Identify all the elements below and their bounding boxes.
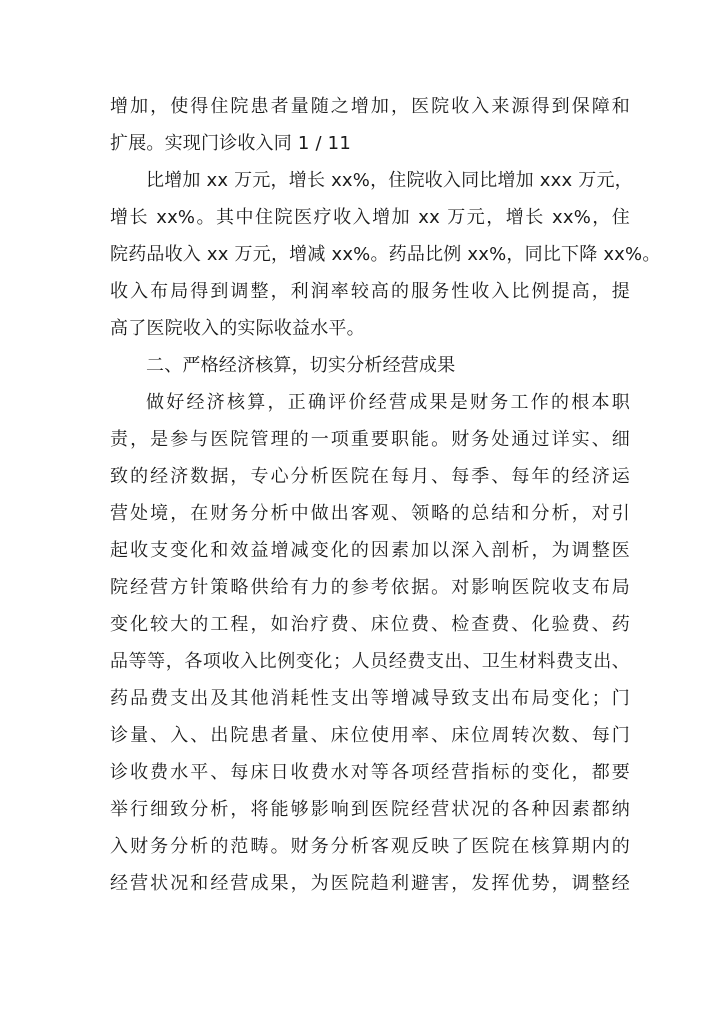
text-line: 药品费支出及其他消耗性支出等增减导致支出布局变化；门 <box>110 688 630 709</box>
text-line: 入财务分析的范畴。财务分析客观反映了医院在核算期内的 <box>110 836 630 857</box>
text-line: 营处境，在财务分析中做出客观、领略的总结和分析，对引 <box>110 503 630 524</box>
text-line: 变化较大的工程，如治疗费、床位费、检查费、化验费、药 <box>110 614 630 635</box>
text-line: 品等等，各项收入比例变化；人员经费支出、卫生材料费支出、 <box>110 651 630 672</box>
text-line: 举行细致分析，将能够影响到医院经营状况的各种因素都纳 <box>110 799 630 820</box>
text-line: 诊量、入、出院患者量、床位使用率、床位周转次数、每门 <box>110 725 630 746</box>
text-line: 做好经济核算，正确评价经营成果是财务工作的根本职 <box>146 392 630 413</box>
text-line: 增长 xx%。其中住院医疗收入增加 xx 万元，增长 xx%，住 <box>110 207 630 228</box>
text-line: 比增加 xx 万元，增长 xx%，住院收入同比增加 xxx 万元， <box>146 170 633 191</box>
text-line: 责，是参与医院管理的一项重要职能。财务处通过详实、细 <box>110 429 630 450</box>
document-body <box>110 88 661 902</box>
text-line: 诊收费水平、每床日收费水对等各项经营指标的变化，都要 <box>110 762 630 783</box>
text-line: 扩展。实现门诊收入同 1 / 11 <box>110 133 351 154</box>
text-line: 院经营方针策略供给有力的参考依据。对影响医院收支布局 <box>110 577 630 598</box>
text-line: 起收支变化和效益增减变化的因素加以深入剖析，为调整医 <box>110 540 630 561</box>
text-line: 经营状况和经营成果，为医院趋利避害，发挥优势，调整经 <box>110 873 630 894</box>
text-line: 致的经济数据，专心分析医院在每月、每季、每年的经济运 <box>110 466 630 487</box>
text-line: 院药品收入 xx 万元，增减 xx%。药品比例 xx%，同比下降 xx%。 <box>110 244 661 265</box>
text-line: 收入布局得到调整，利润率较高的服务性收入比例提高，提 <box>110 281 630 302</box>
text-line: 增加，使得住院患者量随之增加，医院收入来源得到保障和 <box>110 96 630 117</box>
text-line: 高了医院收入的实际收益水平。 <box>110 318 365 339</box>
section-heading: 二、严格经济核算，切实分析经营成果 <box>146 355 456 376</box>
